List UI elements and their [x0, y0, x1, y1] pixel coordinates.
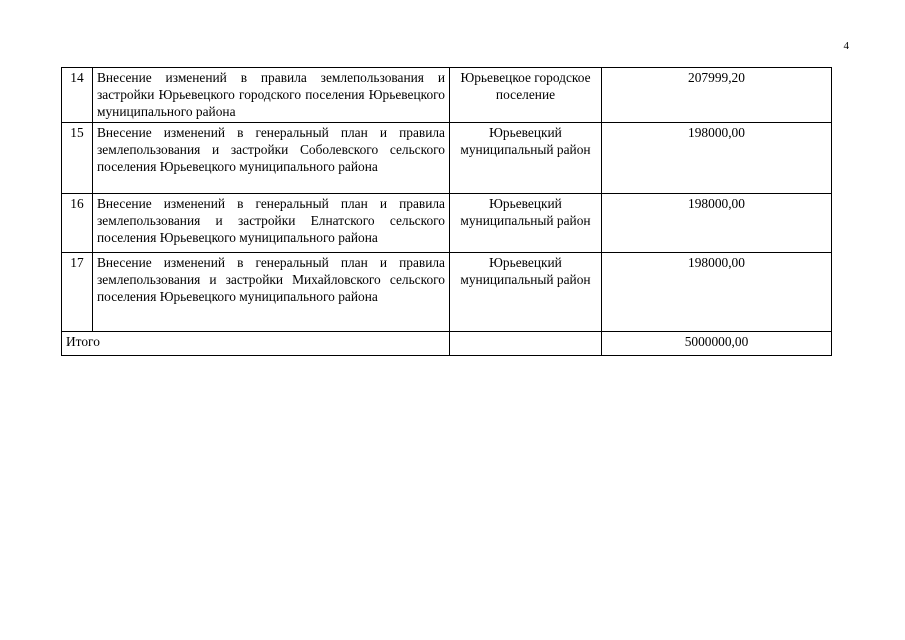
row-number: 16 [62, 194, 93, 253]
row-territory: Юрьевецкое городское поселение [450, 68, 602, 123]
total-territory [450, 332, 602, 356]
page-number: 4 [843, 40, 849, 52]
row-number: 15 [62, 123, 93, 194]
row-territory: Юрьевецкий муниципальный район [450, 123, 602, 194]
row-amount: 198000,00 [602, 123, 832, 194]
row-amount: 207999,20 [602, 68, 832, 123]
total-amount: 5000000,00 [602, 332, 832, 356]
row-amount: 198000,00 [602, 194, 832, 253]
table-row [62, 253, 832, 332]
row-description: Внесение изменений в генеральный план и правила землепользования и застройки Соболевского сельского поселения Юрьевецкого муниципального района [93, 123, 450, 194]
row-amount: 198000,00 [602, 253, 832, 332]
table-row [62, 123, 832, 194]
row-description: Внесение изменений в правила землепользования и застройки Юрьевецкого городского поселения Юрьевецкого муниципального района [93, 68, 450, 123]
row-description: Внесение изменений в генеральный план и правила землепользования и застройки Елнатского сельского поселения Юрьевецкого муниципального района [93, 194, 450, 253]
funding-table [61, 67, 832, 356]
total-label: Итого [62, 332, 450, 356]
table-row [62, 68, 832, 123]
row-number: 17 [62, 253, 93, 332]
row-territory: Юрьевецкий муниципальный район [450, 253, 602, 332]
row-territory: Юрьевецкий муниципальный район [450, 194, 602, 253]
table-row [62, 194, 832, 253]
row-number: 14 [62, 68, 93, 123]
total-row [62, 332, 832, 356]
row-description: Внесение изменений в генеральный план и правила землепользования и застройки Михайловского сельского поселения Юрьевецкого муниципального района [93, 253, 450, 332]
